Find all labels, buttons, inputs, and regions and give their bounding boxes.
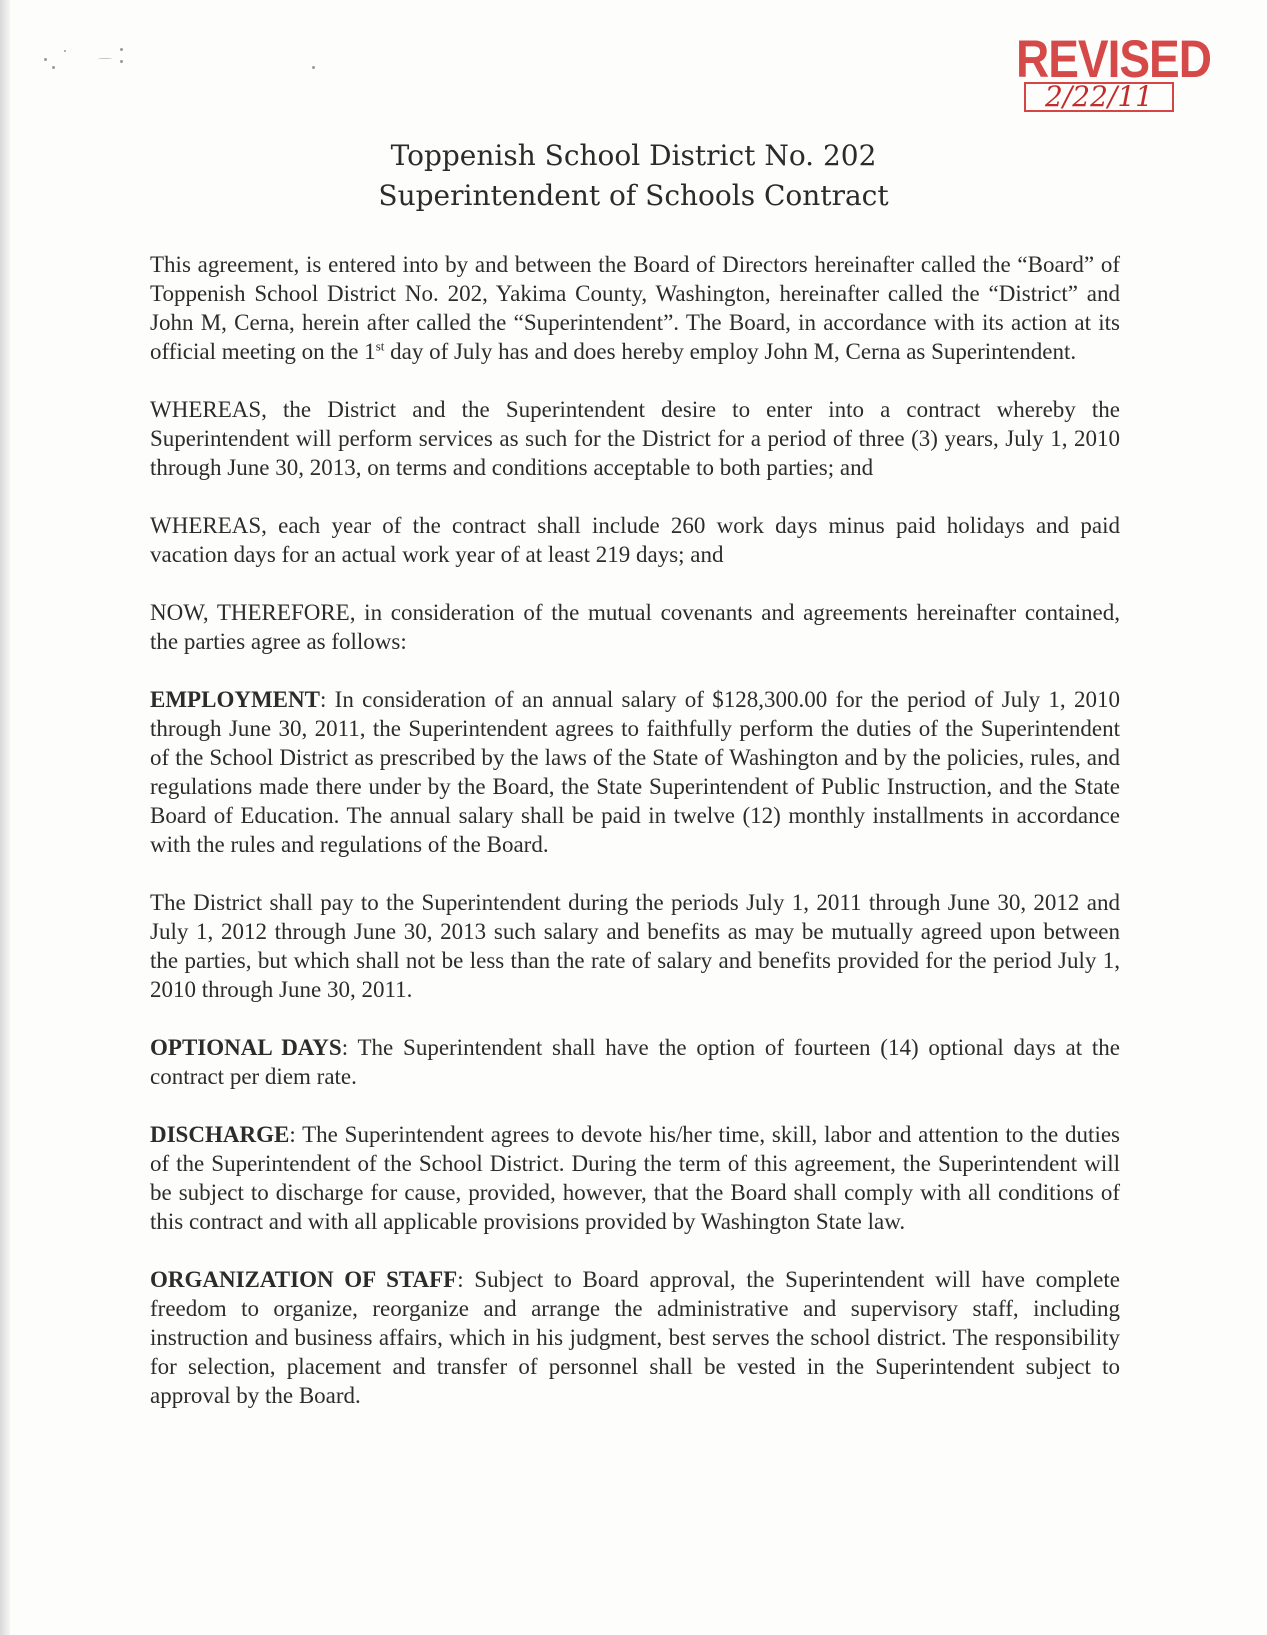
scan-speck	[120, 48, 123, 51]
stamp-date: 2/22/11	[1045, 80, 1153, 113]
document-title	[0, 136, 1267, 216]
optional-days-heading: OPTIONAL DAYS	[150, 1035, 342, 1060]
scan-speck	[312, 66, 315, 69]
organization-heading: ORGANIZATION OF STAFF	[150, 1267, 458, 1292]
scan-speck	[98, 58, 112, 59]
optional-days-section	[150, 1033, 1120, 1091]
title-contract: Superintendent of Schools Contract	[378, 179, 889, 212]
salary-paragraph: The District shall pay to the Superintendent during the periods July 1, 2011 through June 30, 2012 and July 1, 2012 through June 30, 2013 such salary and benefits as may be mutually agreed upon between the parties, but which shall not be less than the rate of salary and benefits provided for the period July 1, 2010 through June 30, 2011.	[150, 890, 1120, 1002]
intro-ordinal-suffix: st	[375, 338, 385, 354]
scan-edge-shadow	[0, 0, 10, 1635]
document-body	[150, 250, 1120, 1439]
employment-heading: EMPLOYMENT	[150, 687, 320, 712]
scan-speck	[120, 60, 123, 63]
employment-section	[150, 685, 1120, 859]
employment-text: : In consideration of an annual salary of $128,300.00 for the period of July 1, 2010 through June 30, 2011, the Superintendent agrees to faithfully perform the duties of the Superintendent of the School District as prescribed by the laws of the State of Washington and by the policies, rules, and regulations made there under by the Board, the State Superintendent of Public Instruction, and the State Board of Education. The annual salary shall be paid in twelve (12) monthly installments in accordance with the rules and regulations of the Board.	[150, 687, 1120, 857]
intro-text-part2: day of July has and does hereby employ John M, Cerna as Superintendent.	[384, 339, 1077, 364]
optional-days-text: : The Superintendent shall have the option of fourteen (14) optional days at the contract per diem rate.	[150, 1035, 1120, 1089]
discharge-section	[150, 1120, 1120, 1236]
whereas-workdays-paragraph: WHEREAS, each year of the contract shall include 260 work days minus paid holidays and paid vacation days for an actual work year of at least 219 days; and	[150, 513, 1120, 567]
discharge-heading: DISCHARGE	[150, 1122, 290, 1147]
organization-section	[150, 1265, 1120, 1410]
scan-speck	[44, 58, 47, 61]
scan-speck	[64, 50, 66, 52]
intro-paragraph	[150, 250, 1120, 366]
stamp-word: REVISED	[1016, 28, 1211, 89]
now-therefore-paragraph: NOW, THEREFORE, in consideration of the mutual covenants and agreements hereinafter contained, the parties agree as follows:	[150, 600, 1120, 654]
discharge-text: : The Superintendent agrees to devote his/her time, skill, labor and attention to the duties of the Superintendent of the School District. During the term of this agreement, the Superintendent will be subject to discharge for cause, provided, however, that the Board shall comply with all conditions of this contract and with all applicable provisions provided by Washington State law.	[150, 1122, 1120, 1234]
intro-text-part1: This agreement, is entered into by and between the Board of Directors hereinafter called the “Board” of Toppenish School District No. 202, Yakima County, Washington, hereinafter called the “District” and John M, Cerna, herein after called the “Superintendent”. The Board, in accordance with its action at its official meeting on the 1	[150, 252, 1120, 364]
revised-stamp	[1016, 28, 1211, 114]
scan-speck	[52, 66, 55, 69]
whereas-term-paragraph: WHEREAS, the District and the Superintendent desire to enter into a contract whereby the Superintendent will perform services as such for the District for a period of three (3) years, July 1, 2010 through June 30, 2013, on terms and conditions acceptable to both parties; and	[150, 397, 1120, 480]
title-district: Toppenish School District No. 202	[390, 139, 877, 172]
organization-text: : Subject to Board approval, the Superintendent will have complete freedom to organize, reorganize and arrange the administrative and supervisory staff, including instruction and business affairs, which in his judgment, best serves the school district. The responsibility for selection, placement and transfer of personnel shall be vested in the Superintendent subject to approval by the Board.	[150, 1267, 1120, 1408]
